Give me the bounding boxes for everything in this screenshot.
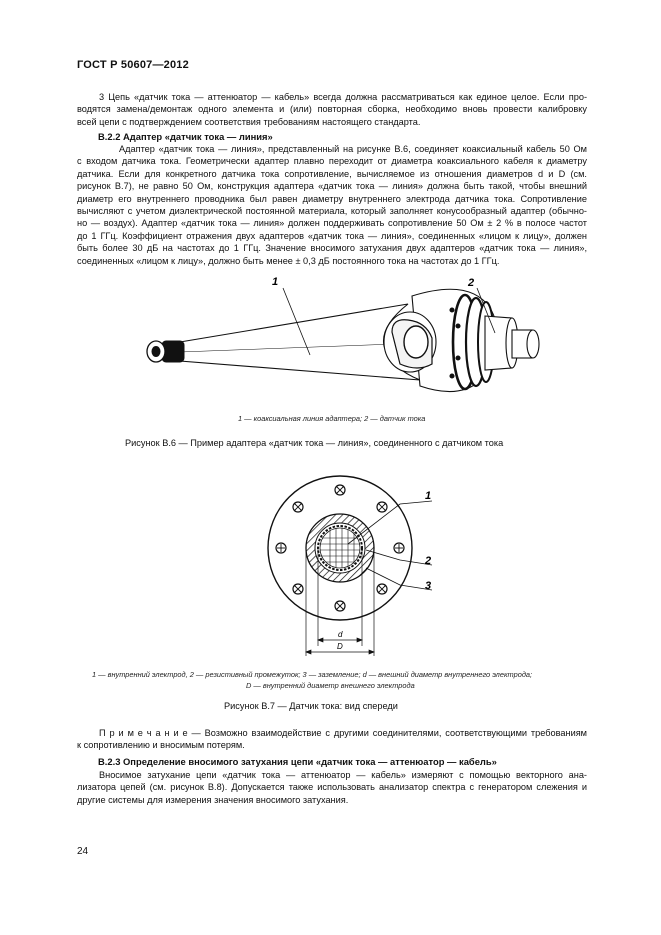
section-b23-body (77, 769, 587, 806)
text-line: вычисляют с учетом диэлектрической постоянной материала, который заполняет конусообразный адаптер (обычно- (77, 206, 587, 217)
page-header: ГОСТ Р 50607—2012 (77, 59, 189, 71)
text-line: но — воздух). Адаптер «датчик тока — линия» должен поддерживать сопротивление 50 Ом ± 2 % в полосе частот (77, 218, 587, 229)
figure-b7-caption: Рисунок В.7 — Датчик тока: вид спереди (224, 701, 398, 711)
text-line: соединенных «лицом к лицу», должно быть менее ± 0,3 дБ постоянного тока на частотах до 1 ГГц. (77, 255, 500, 266)
figure-b6-label-2: 2 (468, 277, 475, 289)
section-b23-heading: В.2.3 Определение вносимого затухания цепи «датчик тока — аттенюатор — кабель» (98, 756, 497, 767)
probe-front-view (268, 476, 412, 620)
text-line: к сопротивлению и вносимым потерям. (77, 740, 245, 751)
figure-b6-drawing (0, 268, 661, 428)
figure-b7-legend-line1: 1 — внутренний электрод, 2 — резистивный промежуток; 3 — заземление; d — внешний диаметр внутреннего электрода; (92, 670, 533, 679)
figure-b6-legend: 1 — коаксиальная линия адаптера; 2 — датчик тока (238, 414, 426, 423)
text-line: датчика. Если для конкретного датчика тока сопротивление, вычисляемое из отношения диаметров d и D (см. (77, 168, 587, 179)
text-line: диаметр его внутреннего проводника был равен диаметру внутреннего электрода датчика тока. Сопротивление (77, 193, 587, 204)
figure-b7-label-1: 1 (425, 490, 432, 502)
section-b22-body (77, 143, 587, 267)
text-line: Адаптер «датчик тока — линия», представленный на рисунке В.6, соединяет коаксиальный кабель 50 Ом (119, 144, 587, 154)
note-3 (77, 91, 587, 128)
figure-b7-label-2: 2 (425, 555, 432, 567)
dim-d-label: d (338, 630, 343, 639)
page-number: 24 (77, 846, 89, 857)
section-b22-heading: В.2.2 Адаптер «датчик тока — линия» (98, 131, 273, 142)
text-line: всей цепи с подтверждением соответствия требованиям настоящего стандарта. (77, 116, 421, 127)
coax-connector (147, 341, 184, 362)
text-line: лизатора цепей (см. рисунок В.8). Допускается также использовать анализатор спектра с генератором слежения и (77, 782, 587, 793)
text-line: Вносимое затухание цепи «датчик тока — аттенюатор — кабель» измеряют с помощью векторного ана- (99, 770, 587, 780)
text-line: водятся замена/демонтаж одного элемента и (или) повторная сборка, необходимо вновь провести калибровку (77, 104, 587, 115)
figure-b6-label-1: 1 (272, 276, 279, 288)
general-note (77, 727, 587, 752)
text-line: до 1 ГГц. Коэффициент отражения двух адаптеров «датчик тока — линия», соединенных «лицом к лицу», должен (77, 230, 587, 241)
text-line: рисунок В.7), не равно 50 Ом, конструкция адаптера «датчик тока — линия» должна быть такой, чтобы внешний (77, 181, 587, 192)
text-line: 3 Цепь «датчик тока — аттенюатор — кабель» всегда должна рассматриваться как единое целое. Если про- (99, 92, 587, 102)
text-line: быть более 30 дБ на частотах до 1 ГГц. Значение вносимого затухания двух адаптеров «датчик тока — линия», (77, 243, 587, 254)
text-line: с входом датчика тока. Геометрически адаптер плавно переходит от диаметра коаксиального кабеля к диаметру (77, 156, 587, 167)
figure-b7-drawing (0, 468, 661, 658)
text-line: другие системы для измерения значения вносимого затухания. (77, 794, 349, 805)
figure-b7-label-3: 3 (425, 580, 432, 592)
text-line: П р и м е ч а н и е — Возможно взаимодействие с другими соединителями, соответствующими требованиям (99, 728, 587, 738)
figure-b7-legend-line2: D — внутренний диаметр внешнего электрода (246, 681, 415, 690)
dim-D-label: D (337, 642, 343, 651)
figure-b6-caption: Рисунок В.6 — Пример адаптера «датчик тока — линия», соединенного с датчиком тока (125, 438, 504, 448)
